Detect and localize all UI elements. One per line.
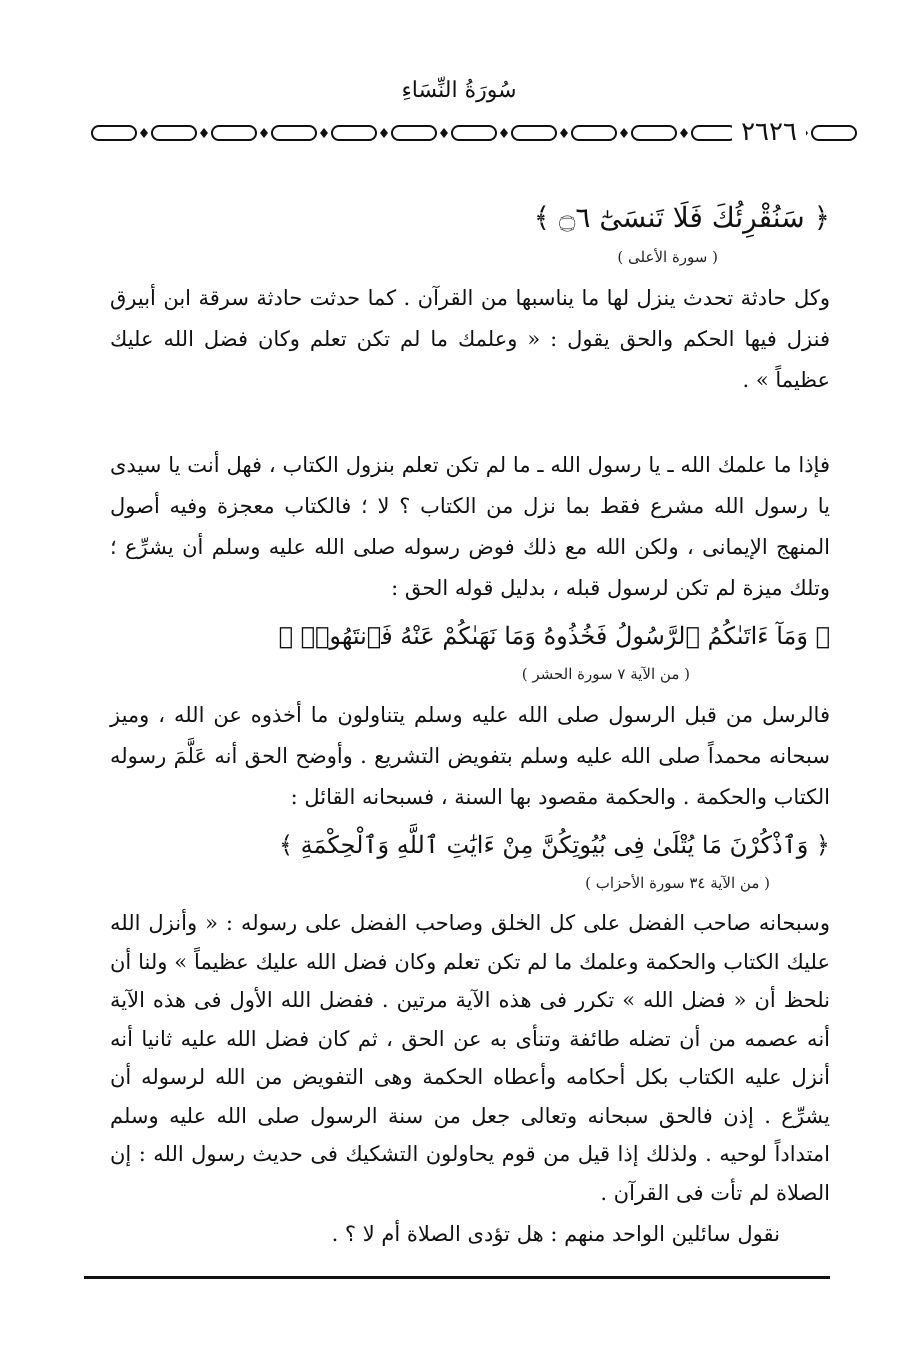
quran-verse: ﴿ وَٱذْكُرْنَ مَا يُتْلَىٰ فِى بُيُوتِكُنَّ مِنْ ءَايَٰتِ ٱللَّهِ وَٱلْحِكْمَةِ ﴾	[278, 831, 830, 859]
paragraph: نقول سائلين الواحد منهم : هل تؤدى الصلاة أم لا ؟ .	[331, 1222, 780, 1246]
verse-reference: ( من الآية ٧ سورة الحشر )	[521, 665, 690, 683]
quran-verse: ﴿ وَمَآ ءَاتَىٰكُمُ ٱلرَّسُولُ فَخُذُوهُ وَمَا نَهَىٰكُمْ عَنْهُ فَٱنتَهُوا۟ ﴾	[278, 622, 830, 650]
surah-title: سُورَةُ النِّسَاءِ	[401, 78, 517, 103]
verse-reference: ( من الآية ٣٤ سورة الأحزاب )	[585, 874, 770, 892]
verse-reference: ( سورة الأعلى )	[617, 248, 718, 266]
paragraph: فالرسل من قبل الرسول صلى الله عليه وسلم يتناولون ما أخذوه عن الله ، وميز سبحانه محمداً صلى الله عليه وسلم بتفويض التشريع . وأوضح الحق أنه عَلَّمَ رسوله الكتاب والحكمة . والحكمة مقصود بها السنة ، فسبحانه القائل :	[110, 703, 830, 809]
paragraph: وسبحانه صاحب الفضل على كل الخلق وصاحب الفضل على رسوله : « وأنزل الله عليك الكتاب والحكمة وعلمك ما لم تكن تعلم وكان فضل الله عليك عظيماً » ولنا أن نلحظ أن « فضل الله » تكرر فى هذه الآية مرتين . ففضل الله الأول فى هذه الآية أنه عصمه من أن تضله طائفة وتنأى به عن الحق ، ثم كان فضل الله عليه ثانيا أنه أنزل عليه الكتاب بكل أحكامه وأعطاه الحكمة وهى التفويض من الله لرسوله أن يشرِّع . إذن فالحق سبحانه وتعالى جعل من سنة الرسول صلى الله عليه وسلم امتداداً لوحيه . ولذلك إذا قيل من قوم يحاولون التشكيك فى حديث رسول الله : إن الصلاة لم تأت فى القرآن .	[110, 911, 830, 1205]
page-number: ٢٦٢٦	[732, 116, 806, 148]
bottom-rule	[84, 1276, 830, 1279]
quran-verse: ﴿ سَنُقْرِئُكَ فَلَا تَنسَىٰٓ ۝٦ ﴾	[533, 201, 830, 234]
page-body	[110, 190, 830, 1255]
paragraph: فإذا ما علمك الله ـ يا رسول الله ـ ما لم تكن تعلم بنزول الكتاب ، فهل أنت يا سيدى يا رسول الله مشرع فقط بما نزل من الكتاب ؟ لا ؛ فالكتاب معجزة وفيه أصول المنهج الإيمانى ، ولكن الله مع ذلك فوض رسوله صلى الله عليه وسلم أن يشرِّع ؛ وتلك ميزة لم تكن لرسول قبله ، بدليل قوله الحق :	[110, 453, 830, 600]
paragraph: وكل حادثة تحدث ينزل لها ما يناسبها من القرآن . كما حدثت حادثة سرقة ابن أبيرق فنزل فيها الحكم والحق يقول : « وعلمك ما لم تكن تعلم وكان فضل الله عليك عظيماً » .	[110, 286, 830, 392]
